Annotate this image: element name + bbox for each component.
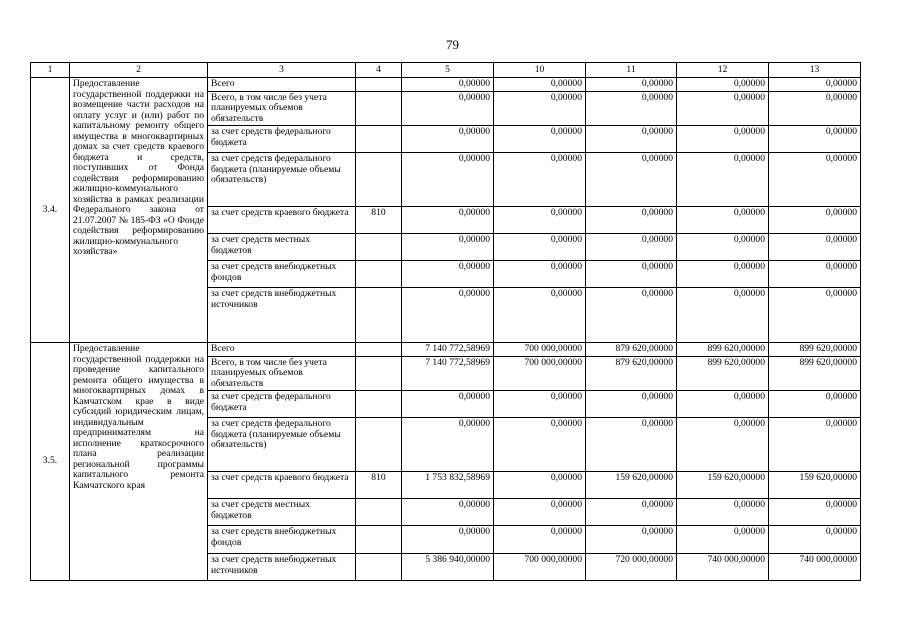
amount-cell: 0,00000 xyxy=(586,234,677,261)
amount-cell: 159 620,00000 xyxy=(677,472,769,499)
budget-code xyxy=(356,554,402,581)
amount-cell: 0,00000 xyxy=(769,126,861,153)
funding-source: за счет средств федерального бюджета xyxy=(208,126,356,153)
section-description: Предоставление государственной поддержки на проведение капитального ремонта общего имущества в многоквартирных домах в Камчатском крае в виде субсидий юридическим лицам, индивидуальным предпринимателям на исполнение краткосрочного плана реализации региональной программы капитального ремонта Камчатского края xyxy=(70,343,208,581)
amount-cell: 0,00000 xyxy=(769,91,861,126)
amount-cell: 0,00000 xyxy=(677,418,769,472)
amount-cell: 0,00000 xyxy=(769,288,861,343)
amount-cell: 0,00000 xyxy=(677,526,769,554)
amount-cell: 899 620,00000 xyxy=(769,343,861,357)
amount-cell: 0,00000 xyxy=(769,418,861,472)
amount-cell: 0,00000 xyxy=(769,207,861,234)
amount-cell: 0,00000 xyxy=(402,207,494,234)
amount-cell: 0,00000 xyxy=(586,153,677,207)
amount-cell: 0,00000 xyxy=(677,261,769,288)
amount-cell: 0,00000 xyxy=(769,234,861,261)
amount-cell: 720 000,00000 xyxy=(586,554,677,581)
budget-code xyxy=(356,391,402,418)
budget-code xyxy=(356,288,402,343)
budget-code xyxy=(356,418,402,472)
budget-table xyxy=(30,62,861,581)
amount-cell: 0,00000 xyxy=(402,153,494,207)
amount-cell: 0,00000 xyxy=(677,288,769,343)
amount-cell: 879 620,00000 xyxy=(586,356,677,391)
amount-cell: 0,00000 xyxy=(677,234,769,261)
amount-cell: 740 000,00000 xyxy=(769,554,861,581)
amount-cell: 0,00000 xyxy=(402,78,494,92)
amount-cell: 0,00000 xyxy=(769,78,861,92)
budget-code xyxy=(356,356,402,391)
funding-source: за счет средств краевого бюджета xyxy=(208,207,356,234)
amount-cell: 0,00000 xyxy=(402,288,494,343)
amount-cell: 0,00000 xyxy=(586,207,677,234)
funding-source: за счет средств краевого бюджета xyxy=(208,472,356,499)
funding-source: за счет средств внебюджетных фондов xyxy=(208,261,356,288)
amount-cell: 0,00000 xyxy=(586,261,677,288)
amount-cell: 0,00000 xyxy=(677,91,769,126)
amount-cell: 159 620,00000 xyxy=(769,472,861,499)
amount-cell: 0,00000 xyxy=(586,78,677,92)
funding-source: за счет средств местных бюджетов xyxy=(208,499,356,526)
section-description: Предоставление государственной поддержки на возмещение части расходов на оплату услуг и (или) работ по капитальному ремонту общего имущества в многоквартирных домах за счет средств краевого бюджета и средств, поступивших от Фонда содействия реформированию жилищно-коммунального хозяйства в рамках реализации Федерального закона от 21.07.2007 № 185-ФЗ «О Фонде содействия реформированию жилищно-коммунального хозяйства» xyxy=(70,78,208,343)
funding-source: Всего, в том числе без учета планируемых объемов обязательств xyxy=(208,91,356,126)
amount-cell: 0,00000 xyxy=(677,499,769,526)
page-number: 79 xyxy=(446,37,459,52)
funding-source: за счет средств федерального бюджета (планируемые объемы обязательств) xyxy=(208,153,356,207)
amount-cell: 0,00000 xyxy=(769,499,861,526)
amount-cell: 0,00000 xyxy=(494,526,586,554)
budget-code xyxy=(356,499,402,526)
amount-cell: 0,00000 xyxy=(769,391,861,418)
amount-cell: 0,00000 xyxy=(402,261,494,288)
budget-code xyxy=(356,91,402,126)
column-header: 5 xyxy=(402,63,494,78)
budget-code xyxy=(356,343,402,357)
amount-cell: 0,00000 xyxy=(586,126,677,153)
column-header: 10 xyxy=(494,63,586,78)
amount-cell: 0,00000 xyxy=(586,418,677,472)
column-header: 4 xyxy=(356,63,402,78)
budget-code xyxy=(356,261,402,288)
amount-cell: 0,00000 xyxy=(769,153,861,207)
amount-cell: 0,00000 xyxy=(402,418,494,472)
budget-code xyxy=(356,234,402,261)
column-header: 12 xyxy=(677,63,769,78)
amount-cell: 0,00000 xyxy=(677,78,769,92)
table-row xyxy=(31,78,861,92)
amount-cell: 0,00000 xyxy=(586,391,677,418)
budget-code xyxy=(356,153,402,207)
funding-source: за счет средств федерального бюджета xyxy=(208,391,356,418)
column-header: 3 xyxy=(208,63,356,78)
amount-cell: 700 000,00000 xyxy=(494,554,586,581)
amount-cell: 899 620,00000 xyxy=(677,356,769,391)
funding-source: Всего xyxy=(208,78,356,92)
budget-code xyxy=(356,126,402,153)
amount-cell: 879 620,00000 xyxy=(586,343,677,357)
amount-cell: 0,00000 xyxy=(402,126,494,153)
amount-cell: 0,00000 xyxy=(494,207,586,234)
budget-code xyxy=(356,526,402,554)
table-row xyxy=(31,343,861,357)
amount-cell: 7 140 772,58969 xyxy=(402,356,494,391)
funding-source: за счет средств местных бюджетов xyxy=(208,234,356,261)
amount-cell: 899 620,00000 xyxy=(677,343,769,357)
amount-cell: 0,00000 xyxy=(494,499,586,526)
amount-cell: 0,00000 xyxy=(769,261,861,288)
amount-cell: 0,00000 xyxy=(586,91,677,126)
amount-cell: 0,00000 xyxy=(494,78,586,92)
amount-cell: 7 140 772,58969 xyxy=(402,343,494,357)
amount-cell: 159 620,00000 xyxy=(586,472,677,499)
amount-cell: 0,00000 xyxy=(677,153,769,207)
funding-source: за счет средств внебюджетных источников xyxy=(208,288,356,343)
amount-cell: 0,00000 xyxy=(677,207,769,234)
amount-cell: 0,00000 xyxy=(494,234,586,261)
column-number-row xyxy=(31,63,861,78)
budget-code: 810 xyxy=(356,207,402,234)
funding-source: за счет средств внебюджетных источников xyxy=(208,554,356,581)
amount-cell: 0,00000 xyxy=(402,91,494,126)
amount-cell: 0,00000 xyxy=(494,391,586,418)
amount-cell: 0,00000 xyxy=(769,526,861,554)
column-header: 1 xyxy=(31,63,70,78)
column-header: 11 xyxy=(586,63,677,78)
amount-cell: 0,00000 xyxy=(586,526,677,554)
amount-cell: 0,00000 xyxy=(402,234,494,261)
amount-cell: 0,00000 xyxy=(586,499,677,526)
amount-cell: 0,00000 xyxy=(402,526,494,554)
amount-cell: 0,00000 xyxy=(494,153,586,207)
amount-cell: 0,00000 xyxy=(402,499,494,526)
amount-cell: 740 000,00000 xyxy=(677,554,769,581)
amount-cell: 0,00000 xyxy=(494,472,586,499)
funding-source: Всего, в том числе без учета планируемых объемов обязательств xyxy=(208,356,356,391)
amount-cell: 700 000,00000 xyxy=(494,343,586,357)
amount-cell: 0,00000 xyxy=(402,391,494,418)
funding-source: за счет средств федерального бюджета (планируемые объемы обязательств) xyxy=(208,418,356,472)
amount-cell: 0,00000 xyxy=(677,126,769,153)
amount-cell: 5 386 940,00000 xyxy=(402,554,494,581)
budget-code: 810 xyxy=(356,472,402,499)
section-code: 3.5. xyxy=(31,343,70,581)
amount-cell: 899 620,00000 xyxy=(769,356,861,391)
amount-cell: 1 753 832,58969 xyxy=(402,472,494,499)
column-header: 13 xyxy=(769,63,861,78)
amount-cell: 0,00000 xyxy=(494,261,586,288)
column-header: 2 xyxy=(70,63,208,78)
amount-cell: 0,00000 xyxy=(494,126,586,153)
amount-cell: 0,00000 xyxy=(586,288,677,343)
amount-cell: 0,00000 xyxy=(494,418,586,472)
funding-source: за счет средств внебюджетных фондов xyxy=(208,526,356,554)
amount-cell: 0,00000 xyxy=(494,91,586,126)
amount-cell: 0,00000 xyxy=(677,391,769,418)
section-code: 3.4. xyxy=(31,78,70,343)
funding-source: Всего xyxy=(208,343,356,357)
budget-code xyxy=(356,78,402,92)
amount-cell: 0,00000 xyxy=(494,288,586,343)
amount-cell: 700 000,00000 xyxy=(494,356,586,391)
